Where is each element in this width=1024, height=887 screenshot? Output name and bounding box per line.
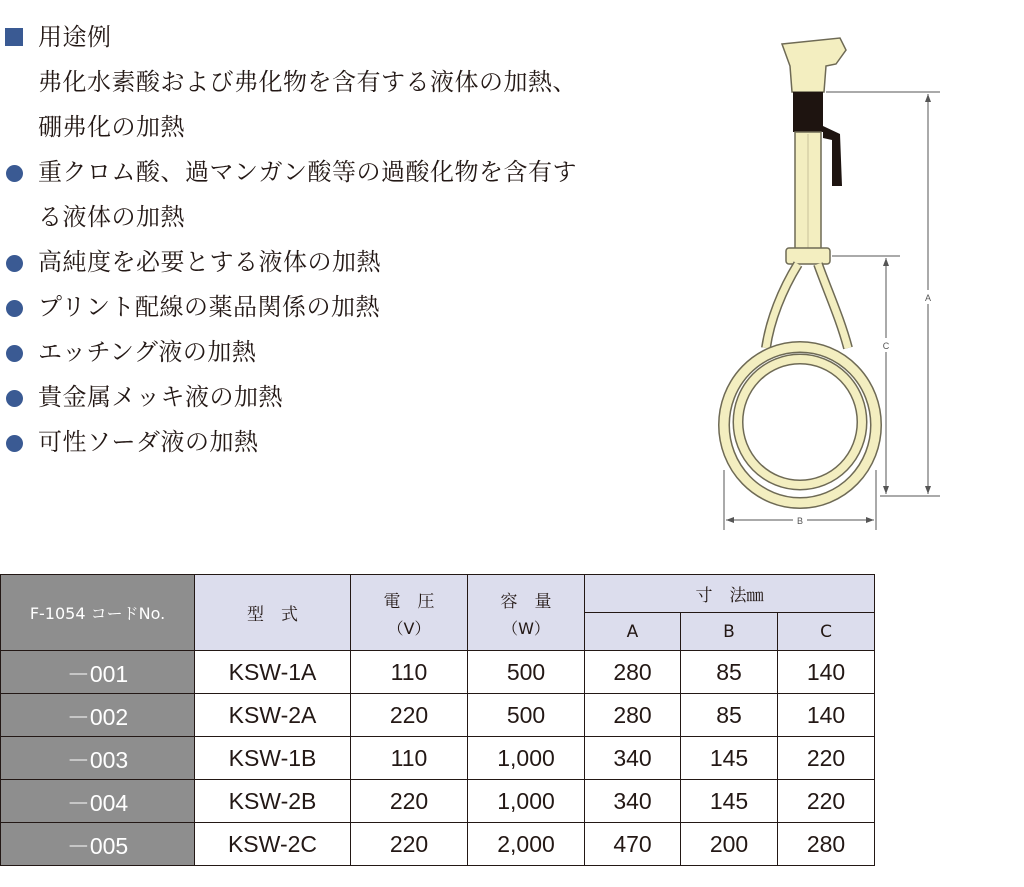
row-dim-c: 280 bbox=[778, 823, 875, 866]
row-code: －004 bbox=[1, 780, 195, 823]
bullet-dot-icon bbox=[6, 390, 23, 407]
dimension-a-label: A bbox=[924, 293, 932, 303]
row-model: KSW-1A bbox=[195, 651, 351, 694]
row-dim-b: 145 bbox=[681, 780, 778, 823]
row-voltage: 220 bbox=[351, 694, 468, 737]
row-dim-c: 220 bbox=[778, 737, 875, 780]
row-watt: 500 bbox=[468, 694, 585, 737]
usage-item-1-line-2: 硼弗化の加熱 bbox=[38, 113, 185, 141]
usage-item-5: エッチング液の加熱 bbox=[38, 338, 257, 366]
row-dim-c: 140 bbox=[778, 651, 875, 694]
table-row bbox=[1, 780, 875, 823]
heater-illustration bbox=[700, 30, 960, 540]
header-voltage-label: 電 圧 bbox=[383, 591, 435, 612]
row-voltage: 110 bbox=[351, 651, 468, 694]
row-dim-a: 470 bbox=[585, 823, 681, 866]
row-code: －002 bbox=[1, 694, 195, 737]
header-voltage bbox=[351, 575, 468, 651]
header-code: F-1054 コードNo. bbox=[1, 575, 195, 651]
row-model: KSW-2C bbox=[195, 823, 351, 866]
spec-table bbox=[0, 574, 875, 866]
header-dimensions: 寸 法㎜ bbox=[585, 575, 875, 613]
table-row bbox=[1, 823, 875, 866]
table-row bbox=[1, 694, 875, 737]
row-dim-b: 145 bbox=[681, 737, 778, 780]
header-capacity-unit: （W） bbox=[502, 618, 550, 638]
row-dim-a: 280 bbox=[585, 651, 681, 694]
row-watt: 1,000 bbox=[468, 780, 585, 823]
usage-item-4: プリント配線の薬品関係の加熱 bbox=[38, 293, 381, 321]
row-dim-a: 340 bbox=[585, 780, 681, 823]
usage-heading: 用途例 bbox=[38, 23, 112, 51]
row-model: KSW-1B bbox=[195, 737, 351, 780]
bullet-dot-icon bbox=[6, 435, 23, 452]
usage-item-2-line-2: る液体の加熱 bbox=[38, 203, 185, 231]
row-dim-a: 280 bbox=[585, 694, 681, 737]
header-capacity bbox=[468, 575, 585, 651]
dimension-b-label: B bbox=[796, 516, 804, 526]
header-dim-b: B bbox=[681, 613, 778, 651]
table-row bbox=[1, 651, 875, 694]
bullet-dot-icon bbox=[6, 345, 23, 362]
dimension-c-label: C bbox=[882, 341, 890, 351]
row-code: －001 bbox=[1, 651, 195, 694]
row-model: KSW-2A bbox=[195, 694, 351, 737]
header-dim-a: A bbox=[585, 613, 681, 651]
row-watt: 2,000 bbox=[468, 823, 585, 866]
row-dim-b: 200 bbox=[681, 823, 778, 866]
row-code: －005 bbox=[1, 823, 195, 866]
row-dim-c: 140 bbox=[778, 694, 875, 737]
usage-item-3: 高純度を必要とする液体の加熱 bbox=[38, 248, 381, 276]
row-dim-b: 85 bbox=[681, 694, 778, 737]
header-model: 型 式 bbox=[195, 575, 351, 651]
usage-item-6: 貴金属メッキ液の加熱 bbox=[38, 383, 283, 411]
row-dim-a: 340 bbox=[585, 737, 681, 780]
bullet-dot-icon bbox=[6, 165, 23, 182]
row-voltage: 220 bbox=[351, 780, 468, 823]
usage-item-1-line-1: 弗化水素酸および弗化物を含有する液体の加熱、 bbox=[38, 68, 577, 96]
row-code: －003 bbox=[1, 737, 195, 780]
bullet-dot-icon bbox=[6, 255, 23, 272]
table-row bbox=[1, 737, 875, 780]
row-model: KSW-2B bbox=[195, 780, 351, 823]
usage-item-7: 可性ソーダ液の加熱 bbox=[38, 428, 259, 456]
header-dim-c: C bbox=[778, 613, 875, 651]
header-voltage-unit: （V） bbox=[387, 618, 431, 638]
row-watt: 1,000 bbox=[468, 737, 585, 780]
header-capacity-label: 容 量 bbox=[500, 591, 552, 612]
row-watt: 500 bbox=[468, 651, 585, 694]
row-dim-c: 220 bbox=[778, 780, 875, 823]
row-voltage: 220 bbox=[351, 823, 468, 866]
bullet-dot-icon bbox=[6, 300, 23, 317]
row-dim-b: 85 bbox=[681, 651, 778, 694]
square-bullet-icon bbox=[5, 28, 23, 46]
usage-item-2-line-1: 重クロム酸、過マンガン酸等の過酸化物を含有す bbox=[38, 158, 577, 186]
row-voltage: 110 bbox=[351, 737, 468, 780]
